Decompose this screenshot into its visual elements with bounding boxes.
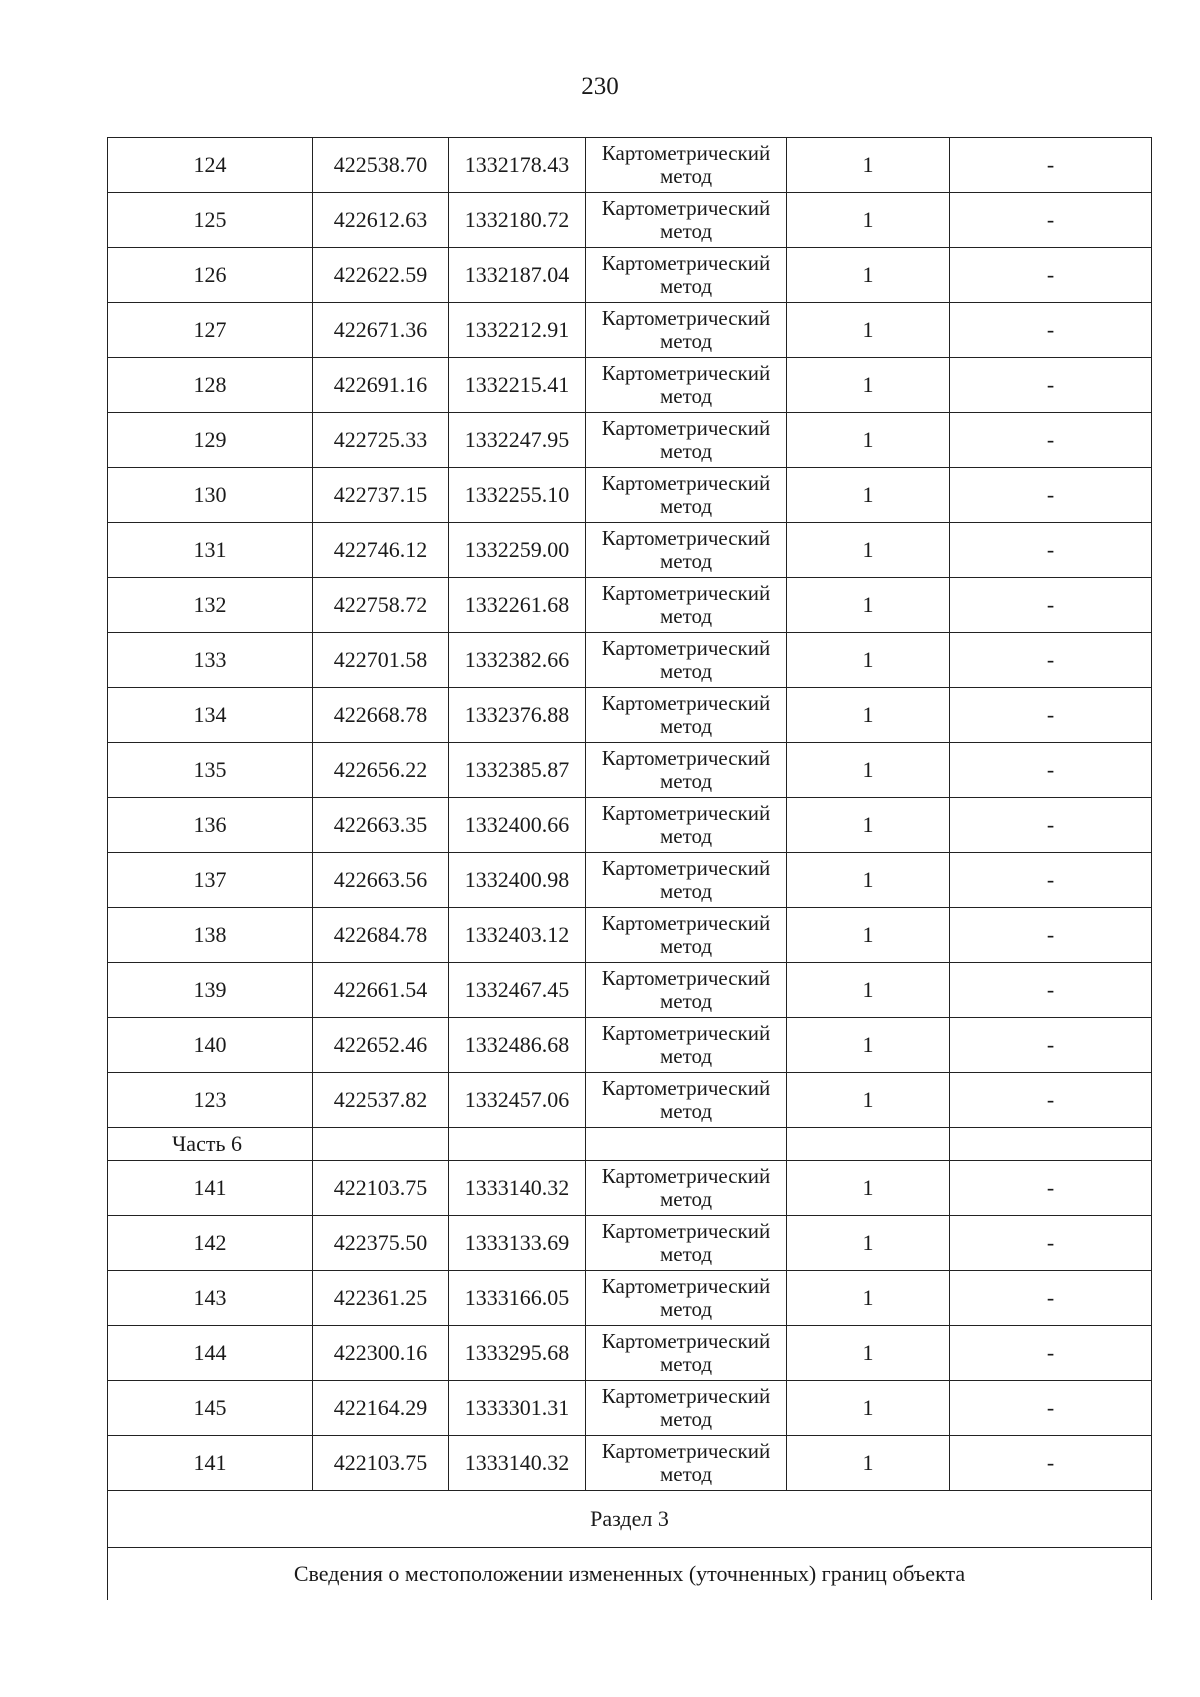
accuracy-cell: 1	[787, 523, 950, 578]
method-text: Картометрический	[601, 691, 771, 715]
table-row	[108, 743, 1152, 798]
point-number-cell: 130	[108, 468, 313, 523]
method-text: метод	[659, 879, 713, 903]
x-coordinate-cell: 422701.58	[313, 633, 449, 688]
x-coordinate-cell: 422375.50	[313, 1216, 449, 1271]
point-number-cell: 141	[108, 1436, 313, 1491]
method-text: Картометрический	[601, 636, 771, 660]
y-coordinate-cell: 1332261.68	[449, 578, 586, 633]
method-text: метод	[659, 604, 713, 628]
table-row	[108, 688, 1152, 743]
x-coordinate-cell: 422671.36	[313, 303, 449, 358]
point-number-cell: 133	[108, 633, 313, 688]
y-coordinate-cell: 1333295.68	[449, 1326, 586, 1381]
note-cell: -	[950, 688, 1152, 743]
table-row	[108, 578, 1152, 633]
method-cell	[586, 743, 787, 798]
point-number-cell: 145	[108, 1381, 313, 1436]
y-coordinate-cell: 1332467.45	[449, 963, 586, 1018]
method-text: Картометрический	[601, 1439, 771, 1463]
point-number-cell: 139	[108, 963, 313, 1018]
y-coordinate-cell: 1332212.91	[449, 303, 586, 358]
note-cell: -	[950, 523, 1152, 578]
point-number-cell: 134	[108, 688, 313, 743]
point-number-cell: 124	[108, 138, 313, 193]
note-cell: -	[950, 908, 1152, 963]
point-number-cell: 137	[108, 853, 313, 908]
point-number-cell: 141	[108, 1161, 313, 1216]
method-cell	[586, 688, 787, 743]
note-cell: -	[950, 798, 1152, 853]
y-coordinate-cell: 1333140.32	[449, 1161, 586, 1216]
method-cell	[586, 193, 787, 248]
accuracy-cell: 1	[787, 688, 950, 743]
method-text: Картометрический	[601, 1384, 771, 1408]
note-cell: -	[950, 1436, 1152, 1491]
x-coordinate-cell: 422300.16	[313, 1326, 449, 1381]
method-text: Картометрический	[601, 306, 771, 330]
method-cell	[586, 1381, 787, 1436]
table-row	[108, 853, 1152, 908]
method-text: метод	[659, 1044, 713, 1068]
x-coordinate-cell: 422538.70	[313, 138, 449, 193]
coordinates-table	[107, 137, 1152, 1600]
x-coordinate-cell: 422652.46	[313, 1018, 449, 1073]
x-coordinate-cell: 422746.12	[313, 523, 449, 578]
y-coordinate-cell: 1332400.98	[449, 853, 586, 908]
y-coordinate-cell: 1332486.68	[449, 1018, 586, 1073]
empty-cell	[449, 1128, 586, 1161]
note-cell: -	[950, 1018, 1152, 1073]
y-coordinate-cell: 1332382.66	[449, 633, 586, 688]
method-cell	[586, 413, 787, 468]
y-coordinate-cell: 1332178.43	[449, 138, 586, 193]
accuracy-cell: 1	[787, 1381, 950, 1436]
method-text: метод	[659, 549, 713, 573]
note-cell: -	[950, 248, 1152, 303]
method-text: Картометрический	[601, 966, 771, 990]
method-text: метод	[659, 714, 713, 738]
accuracy-cell: 1	[787, 963, 950, 1018]
method-text: метод	[659, 329, 713, 353]
y-coordinate-cell: 1332187.04	[449, 248, 586, 303]
method-text: Картометрический	[601, 196, 771, 220]
x-coordinate-cell: 422661.54	[313, 963, 449, 1018]
method-cell	[586, 578, 787, 633]
method-text: метод	[659, 1462, 713, 1486]
method-text: Картометрический	[601, 581, 771, 605]
y-coordinate-cell: 1333301.31	[449, 1381, 586, 1436]
x-coordinate-cell: 422103.75	[313, 1161, 449, 1216]
accuracy-cell: 1	[787, 853, 950, 908]
x-coordinate-cell: 422663.35	[313, 798, 449, 853]
y-coordinate-cell: 1332376.88	[449, 688, 586, 743]
part-group	[108, 1128, 1152, 1161]
accuracy-cell: 1	[787, 193, 950, 248]
accuracy-cell: 1	[787, 358, 950, 413]
x-coordinate-cell: 422537.82	[313, 1073, 449, 1128]
method-cell	[586, 1436, 787, 1491]
table-row	[108, 193, 1152, 248]
method-text: Картометрический	[601, 1164, 771, 1188]
method-text: Картометрический	[601, 471, 771, 495]
method-text: метод	[659, 164, 713, 188]
point-number-cell: 142	[108, 1216, 313, 1271]
method-cell	[586, 468, 787, 523]
x-coordinate-cell: 422737.15	[313, 468, 449, 523]
table-row	[108, 358, 1152, 413]
section-subtitle: Сведения о местоположении измененных (уточненных) границ объекта	[108, 1548, 1152, 1601]
table-row	[108, 963, 1152, 1018]
y-coordinate-cell: 1332255.10	[449, 468, 586, 523]
note-cell: -	[950, 1216, 1152, 1271]
method-text: метод	[659, 274, 713, 298]
y-coordinate-cell: 1333166.05	[449, 1271, 586, 1326]
method-text: метод	[659, 219, 713, 243]
method-text: метод	[659, 1099, 713, 1123]
accuracy-cell: 1	[787, 248, 950, 303]
method-text: метод	[659, 494, 713, 518]
method-text: метод	[659, 1187, 713, 1211]
method-text: Картометрический	[601, 911, 771, 935]
accuracy-cell: 1	[787, 468, 950, 523]
note-cell: -	[950, 578, 1152, 633]
method-text: метод	[659, 1407, 713, 1431]
table-row	[108, 1018, 1152, 1073]
table-row	[108, 413, 1152, 468]
x-coordinate-cell: 422663.56	[313, 853, 449, 908]
x-coordinate-cell: 422691.16	[313, 358, 449, 413]
method-text: Картометрический	[601, 1021, 771, 1045]
note-cell: -	[950, 1381, 1152, 1436]
table-row	[108, 1161, 1152, 1216]
method-cell	[586, 1161, 787, 1216]
method-text: метод	[659, 659, 713, 683]
note-cell: -	[950, 633, 1152, 688]
table-row	[108, 1271, 1152, 1326]
part-row	[108, 1128, 1152, 1161]
accuracy-cell: 1	[787, 1271, 950, 1326]
table-row	[108, 633, 1152, 688]
accuracy-cell: 1	[787, 1436, 950, 1491]
method-text: Картометрический	[601, 1076, 771, 1100]
method-text: метод	[659, 989, 713, 1013]
point-number-cell: 128	[108, 358, 313, 413]
note-cell: -	[950, 1271, 1152, 1326]
table-row	[108, 303, 1152, 358]
accuracy-cell: 1	[787, 743, 950, 798]
accuracy-cell: 1	[787, 303, 950, 358]
table-row	[108, 523, 1152, 578]
method-cell	[586, 908, 787, 963]
rows-group-a	[108, 138, 1152, 1128]
y-coordinate-cell: 1332400.66	[449, 798, 586, 853]
empty-cell	[586, 1128, 787, 1161]
table-row	[108, 468, 1152, 523]
note-cell: -	[950, 1326, 1152, 1381]
method-text: метод	[659, 1297, 713, 1321]
method-text: Картометрический	[601, 1219, 771, 1243]
method-cell	[586, 1073, 787, 1128]
y-coordinate-cell: 1332385.87	[449, 743, 586, 798]
method-text: Картометрический	[601, 361, 771, 385]
table-row	[108, 1436, 1152, 1491]
note-cell: -	[950, 413, 1152, 468]
table-row	[108, 1326, 1152, 1381]
y-coordinate-cell: 1332215.41	[449, 358, 586, 413]
x-coordinate-cell: 422612.63	[313, 193, 449, 248]
point-number-cell: 140	[108, 1018, 313, 1073]
note-cell: -	[950, 743, 1152, 798]
y-coordinate-cell: 1332457.06	[449, 1073, 586, 1128]
method-cell	[586, 138, 787, 193]
point-number-cell: 123	[108, 1073, 313, 1128]
section-title: Раздел 3	[108, 1491, 1152, 1548]
empty-cell	[787, 1128, 950, 1161]
table-row	[108, 798, 1152, 853]
point-number-cell: 126	[108, 248, 313, 303]
method-cell	[586, 523, 787, 578]
table-row	[108, 1381, 1152, 1436]
point-number-cell: 127	[108, 303, 313, 358]
method-cell	[586, 1326, 787, 1381]
accuracy-cell: 1	[787, 1073, 950, 1128]
point-number-cell: 144	[108, 1326, 313, 1381]
method-text: Картометрический	[601, 251, 771, 275]
method-text: Картометрический	[601, 141, 771, 165]
accuracy-cell: 1	[787, 1018, 950, 1073]
x-coordinate-cell: 422656.22	[313, 743, 449, 798]
empty-cell	[950, 1128, 1152, 1161]
method-cell	[586, 853, 787, 908]
table-row	[108, 248, 1152, 303]
note-cell: -	[950, 963, 1152, 1018]
accuracy-cell: 1	[787, 413, 950, 468]
method-cell	[586, 248, 787, 303]
point-number-cell: 135	[108, 743, 313, 798]
y-coordinate-cell: 1332403.12	[449, 908, 586, 963]
point-number-cell: 129	[108, 413, 313, 468]
method-text: Картометрический	[601, 1274, 771, 1298]
accuracy-cell: 1	[787, 908, 950, 963]
method-text: метод	[659, 769, 713, 793]
point-number-cell: 131	[108, 523, 313, 578]
table-row	[108, 138, 1152, 193]
note-cell: -	[950, 468, 1152, 523]
x-coordinate-cell: 422684.78	[313, 908, 449, 963]
method-text: метод	[659, 1352, 713, 1376]
point-number-cell: 132	[108, 578, 313, 633]
x-coordinate-cell: 422758.72	[313, 578, 449, 633]
empty-cell	[313, 1128, 449, 1161]
method-text: Картометрический	[601, 746, 771, 770]
y-coordinate-cell: 1333133.69	[449, 1216, 586, 1271]
table-row	[108, 1216, 1152, 1271]
point-number-cell: 138	[108, 908, 313, 963]
point-number-cell: 136	[108, 798, 313, 853]
method-text: метод	[659, 1242, 713, 1266]
section-group	[108, 1491, 1152, 1601]
method-text: Картометрический	[601, 856, 771, 880]
method-cell	[586, 1216, 787, 1271]
method-cell	[586, 633, 787, 688]
accuracy-cell: 1	[787, 578, 950, 633]
section-row	[108, 1491, 1152, 1548]
table-row	[108, 908, 1152, 963]
note-cell: -	[950, 303, 1152, 358]
y-coordinate-cell: 1332180.72	[449, 193, 586, 248]
method-cell	[586, 798, 787, 853]
accuracy-cell: 1	[787, 138, 950, 193]
table-row	[108, 1073, 1152, 1128]
x-coordinate-cell: 422668.78	[313, 688, 449, 743]
y-coordinate-cell: 1333140.32	[449, 1436, 586, 1491]
x-coordinate-cell: 422622.59	[313, 248, 449, 303]
method-cell	[586, 358, 787, 413]
x-coordinate-cell: 422725.33	[313, 413, 449, 468]
y-coordinate-cell: 1332259.00	[449, 523, 586, 578]
y-coordinate-cell: 1332247.95	[449, 413, 586, 468]
rows-group-b	[108, 1161, 1152, 1491]
point-number-cell: 125	[108, 193, 313, 248]
method-cell	[586, 1271, 787, 1326]
note-cell: -	[950, 138, 1152, 193]
x-coordinate-cell: 422164.29	[313, 1381, 449, 1436]
point-number-cell: 143	[108, 1271, 313, 1326]
accuracy-cell: 1	[787, 633, 950, 688]
method-text: метод	[659, 439, 713, 463]
page-number: 230	[581, 73, 619, 100]
method-text: Картометрический	[601, 416, 771, 440]
method-text: метод	[659, 384, 713, 408]
note-cell: -	[950, 1161, 1152, 1216]
accuracy-cell: 1	[787, 1216, 950, 1271]
method-text: Картометрический	[601, 1329, 771, 1353]
method-text: метод	[659, 934, 713, 958]
accuracy-cell: 1	[787, 1161, 950, 1216]
note-cell: -	[950, 853, 1152, 908]
method-text: метод	[659, 824, 713, 848]
note-cell: -	[950, 193, 1152, 248]
note-cell: -	[950, 1073, 1152, 1128]
method-text: Картометрический	[601, 801, 771, 825]
method-cell	[586, 303, 787, 358]
accuracy-cell: 1	[787, 1326, 950, 1381]
method-text: Картометрический	[601, 526, 771, 550]
x-coordinate-cell: 422361.25	[313, 1271, 449, 1326]
note-cell: -	[950, 358, 1152, 413]
method-cell	[586, 1018, 787, 1073]
accuracy-cell: 1	[787, 798, 950, 853]
part-label: Часть 6	[108, 1128, 313, 1161]
x-coordinate-cell: 422103.75	[313, 1436, 449, 1491]
method-cell	[586, 963, 787, 1018]
section-subtitle-row	[108, 1548, 1152, 1601]
